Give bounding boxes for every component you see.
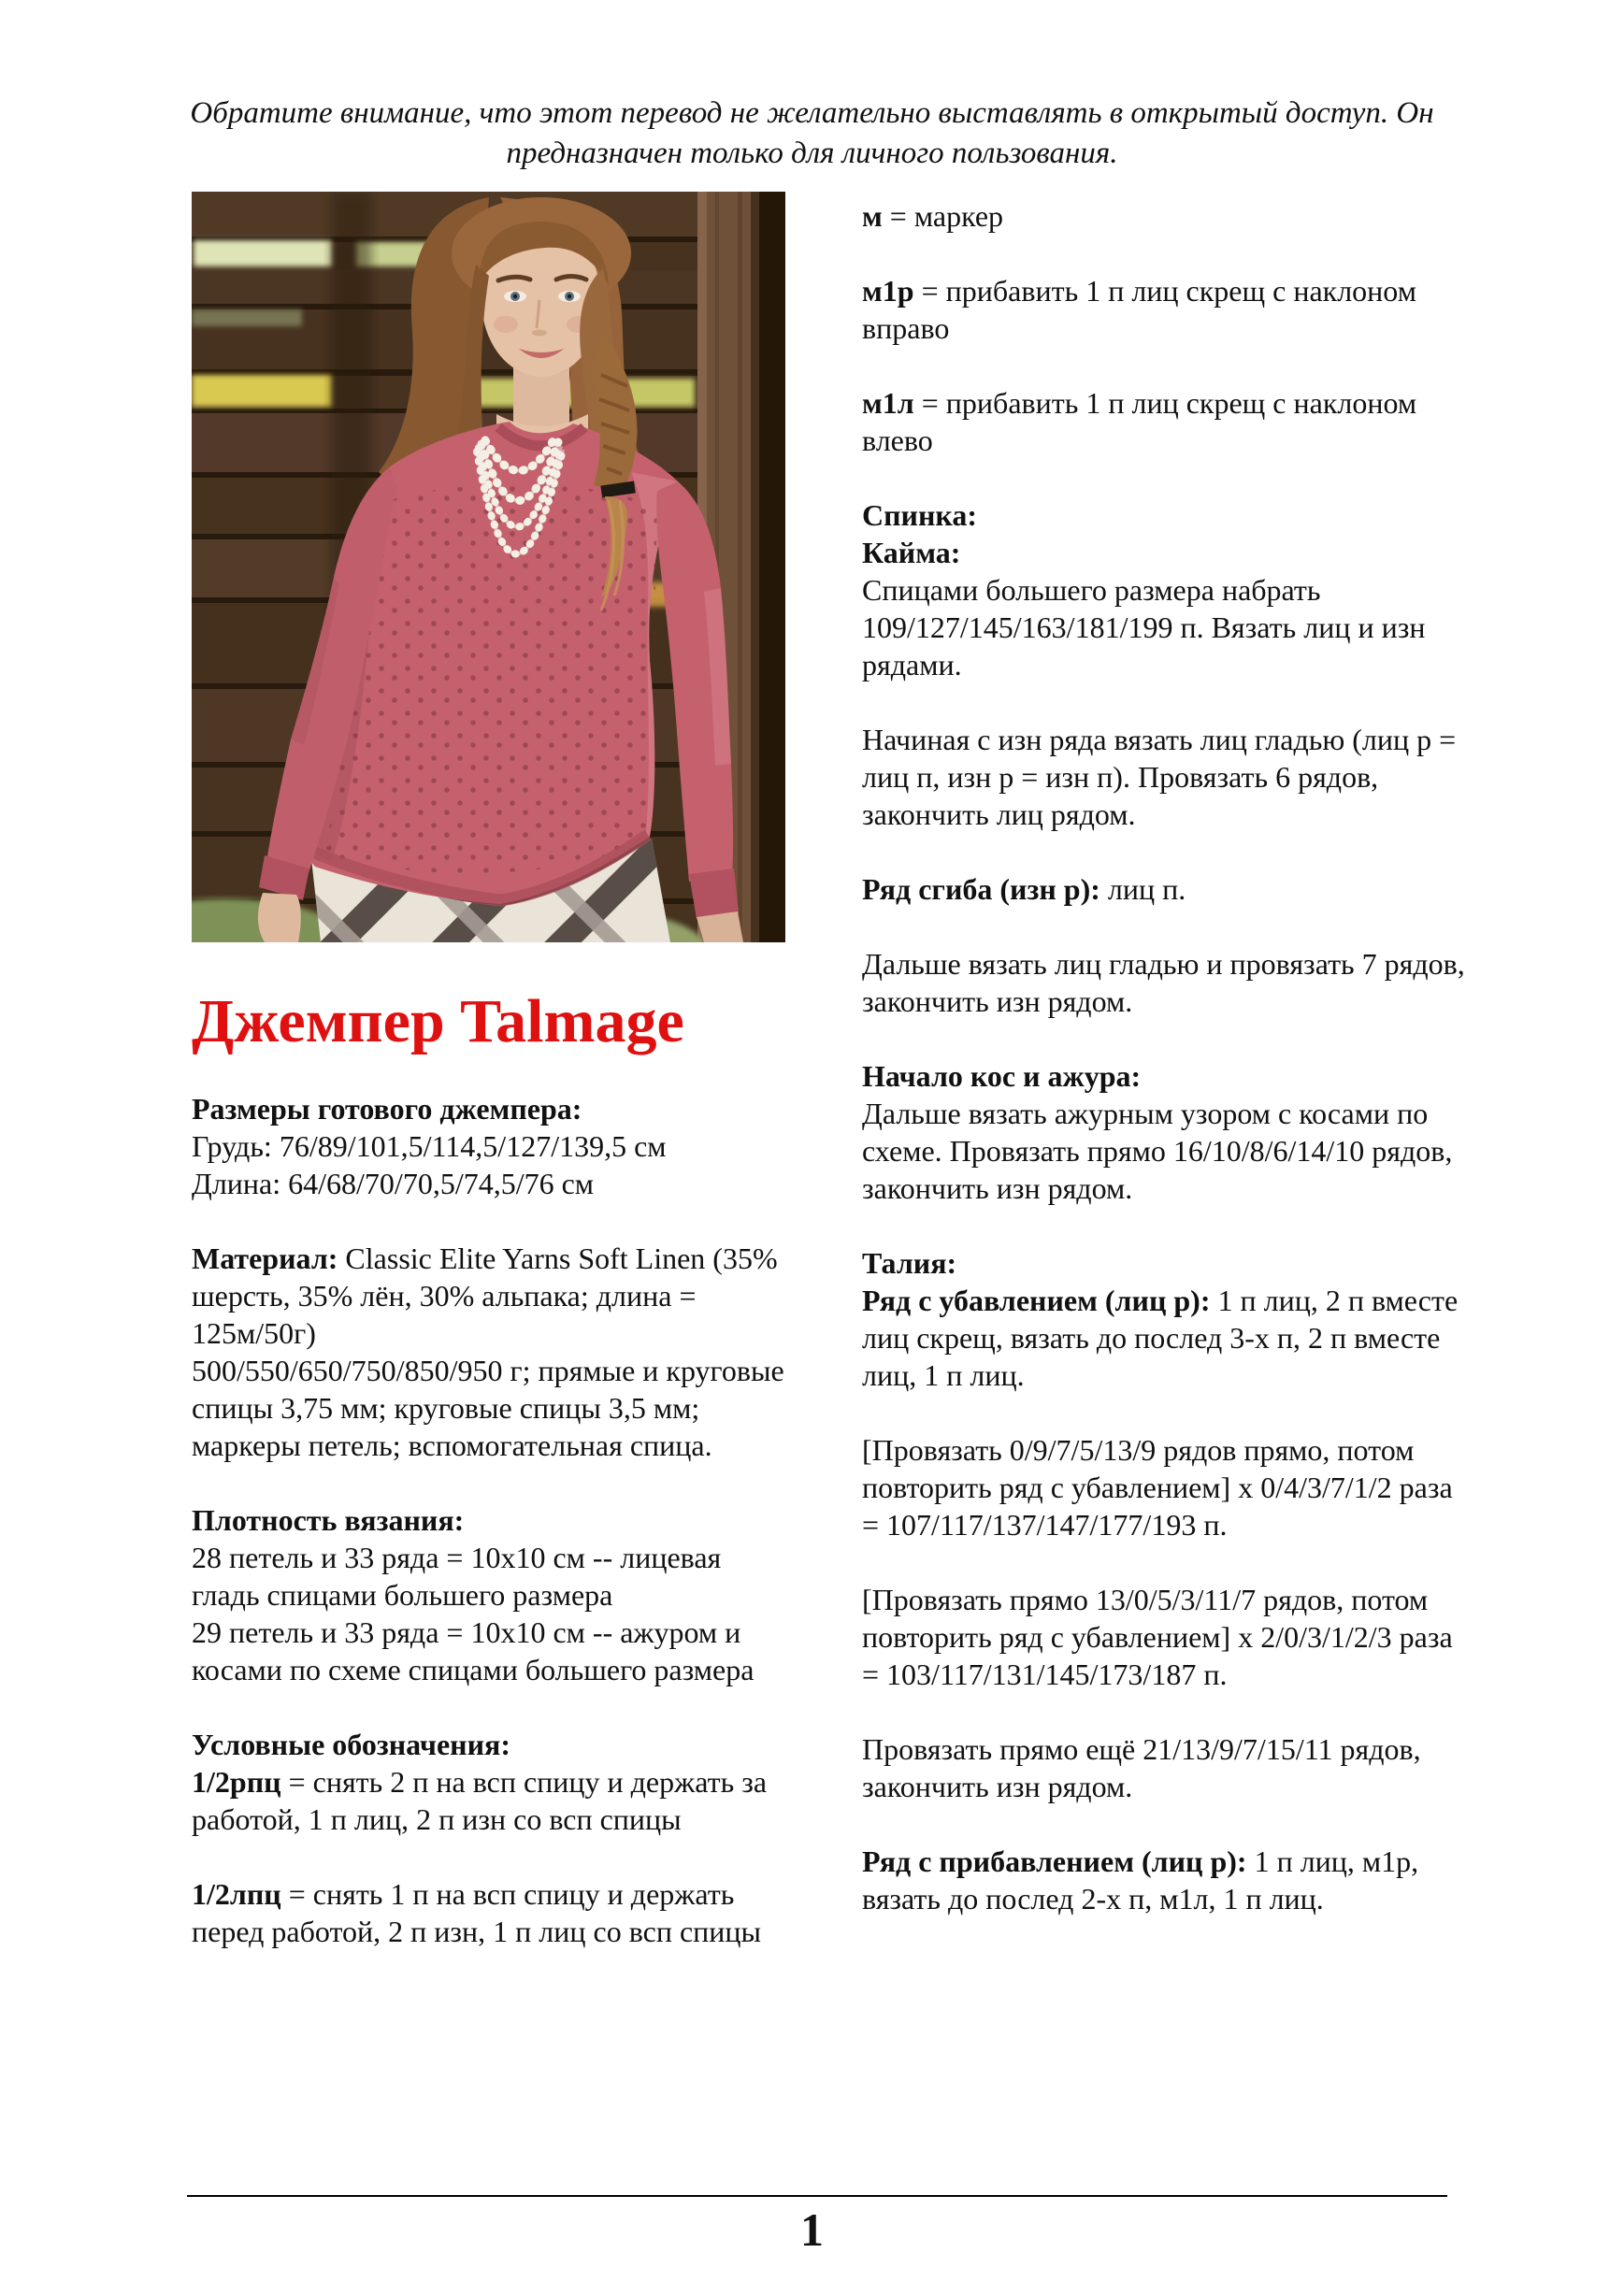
right-column (862, 197, 1468, 1917)
lace-section (862, 1057, 1468, 1207)
gauge-line-1: 28 петель и 33 ряда = 10х10 см -- лицевая гладь спицами большего размера (192, 1541, 722, 1612)
disclaimer-note (0, 93, 1624, 174)
m1r-text: = прибавить 1 п лиц скрещ с наклоном вправо (862, 274, 1416, 345)
model-photo (192, 192, 785, 942)
marker-text: = маркер (882, 199, 1004, 233)
work-even-paragraph: Провязать прямо ещё 21/13/9/7/15/11 рядов, закончить изн рядом. (862, 1732, 1421, 1803)
m1l-lead: м1л (862, 386, 914, 420)
material-text (192, 1240, 790, 1352)
material-section (192, 1240, 790, 1464)
waist-section (862, 1244, 1468, 1394)
m1r-lead: м1р (862, 274, 914, 308)
m1l-text: = прибавить 1 п лиц скрещ с наклоном влево (862, 386, 1417, 457)
increase-row-lead: Ряд с прибавлением (лиц р): (862, 1844, 1247, 1878)
waist-heading: Талия: (862, 1246, 957, 1280)
disclaimer-line-2: предназначен только для личного пользования. (506, 136, 1118, 170)
material-lead: Материал: (192, 1241, 338, 1275)
lace-heading: Начало кос и ажура: (862, 1059, 1142, 1093)
fold-row (862, 870, 1468, 908)
marker-definition (862, 197, 1468, 235)
stockinette-paragraph: Начиная с изн ряда вязать лиц гладью (лиц р = лиц п, изн р = изн п). Провязать 6 рядов, закончить лиц рядом. (862, 723, 1457, 831)
back-section (862, 496, 1468, 683)
left-column (192, 192, 790, 1950)
continue-paragraph: Дальше вязать лиц гладью и провязать 7 рядов, закончить изн рядом. (862, 947, 1465, 1018)
lace-text: Дальше вязать ажурным узором с косами по схеме. Провязать прямо 16/10/8/6/14/10 рядов, закончить изн рядом. (862, 1097, 1453, 1205)
sizes-heading: Размеры готового джемпера: (192, 1092, 582, 1126)
material-amounts: 500/550/650/750/850/950 г; прямые и круговые спицы 3,75 мм; круговые спицы 3,5 мм; маркеры петель; вспомогательная спица. (192, 1354, 784, 1462)
abbr-rpc-lead: 1/2рпц (192, 1765, 281, 1799)
increase-row (862, 1843, 1468, 1917)
abbreviation-lpc (192, 1875, 790, 1950)
gauge-heading: Плотность вязания: (192, 1503, 465, 1537)
abbr-rpc-text: = снять 2 п на всп спицу и держать за работой, 1 п лиц, 2 п изн со всп спицы (192, 1765, 768, 1836)
waist-decrease-lead: Ряд с убавлением (лиц р): (862, 1284, 1211, 1317)
m1l-definition (862, 384, 1468, 459)
abbreviations-heading: Условные обозначения: (192, 1728, 510, 1761)
sizes-chest: Грудь: 76/89/101,5/114,5/127/139,5 см (192, 1129, 667, 1163)
disclaimer-line-1: Обратите внимание, что этот перевод не желательно выставлять в открытый доступ. Он (190, 96, 1434, 130)
increase-row-text: 1 п лиц, м1р, вязать до послед 2-х п, м1л, 1 п лиц. (862, 1844, 1419, 1916)
pattern-title: Джемпер Talmage (192, 987, 684, 1055)
m1r-definition (862, 272, 1468, 347)
abbreviation-lpc-line (192, 1875, 790, 1950)
gauge-line-2: 29 петель и 33 ряда = 10х10 см -- ажуром и косами по схеме спицами большего размера (192, 1615, 755, 1686)
sizes-section (192, 1090, 790, 1202)
repeat-paragraph-1: [Провязать 0/9/7/5/13/9 рядов прямо, потом повторить ряд с убавлением] х 0/4/3/7/1/2 раза = 107/117/137/147/177/193 п. (862, 1433, 1453, 1542)
abbr-lpc-text: = снять 1 п на всп спицу и держать перед работой, 2 п изн, 1 п лиц со всп спицы (192, 1877, 762, 1948)
waist-decrease (862, 1282, 1468, 1394)
abbr-lpc-lead: 1/2лпц (192, 1877, 281, 1911)
abbreviations-section (192, 1726, 790, 1838)
gauge-section (192, 1501, 790, 1688)
abbreviation-rpc (192, 1763, 790, 1838)
material-rest: Classic Elite Yarns Soft Linen (35% шерсть, 35% лён, 30% альпака; длина = 125м/50г) (192, 1241, 778, 1350)
back-heading: Спинка: (862, 498, 978, 532)
page-number: 1 (800, 2203, 824, 2256)
back-text: Спицами большего размера набрать 109/127/145/163/181/199 п. Вязать лиц и изн рядами. (862, 573, 1426, 682)
marker-lead: м (862, 199, 883, 233)
fold-row-lead: Ряд сгиба (изн р): (862, 872, 1100, 906)
footer-rule (187, 2195, 1447, 2197)
fold-row-text: лиц п. (1099, 872, 1186, 906)
repeat-paragraph-2: [Провязать прямо 13/0/5/3/11/7 рядов, потом повторить ряд с убавлением] х 2/0/3/1/2/3 раза = 103/117/131/145/173/187 п. (862, 1583, 1453, 1691)
sizes-length: Длина: 64/68/70/70,5/74,5/76 см (192, 1167, 595, 1200)
waist-decrease-text: 1 п лиц, 2 п вместе лиц скрещ, вязать до послед 3-х п, 2 п вместе лиц, 1 п лиц. (862, 1284, 1459, 1392)
border-heading: Кайма: (862, 536, 961, 569)
